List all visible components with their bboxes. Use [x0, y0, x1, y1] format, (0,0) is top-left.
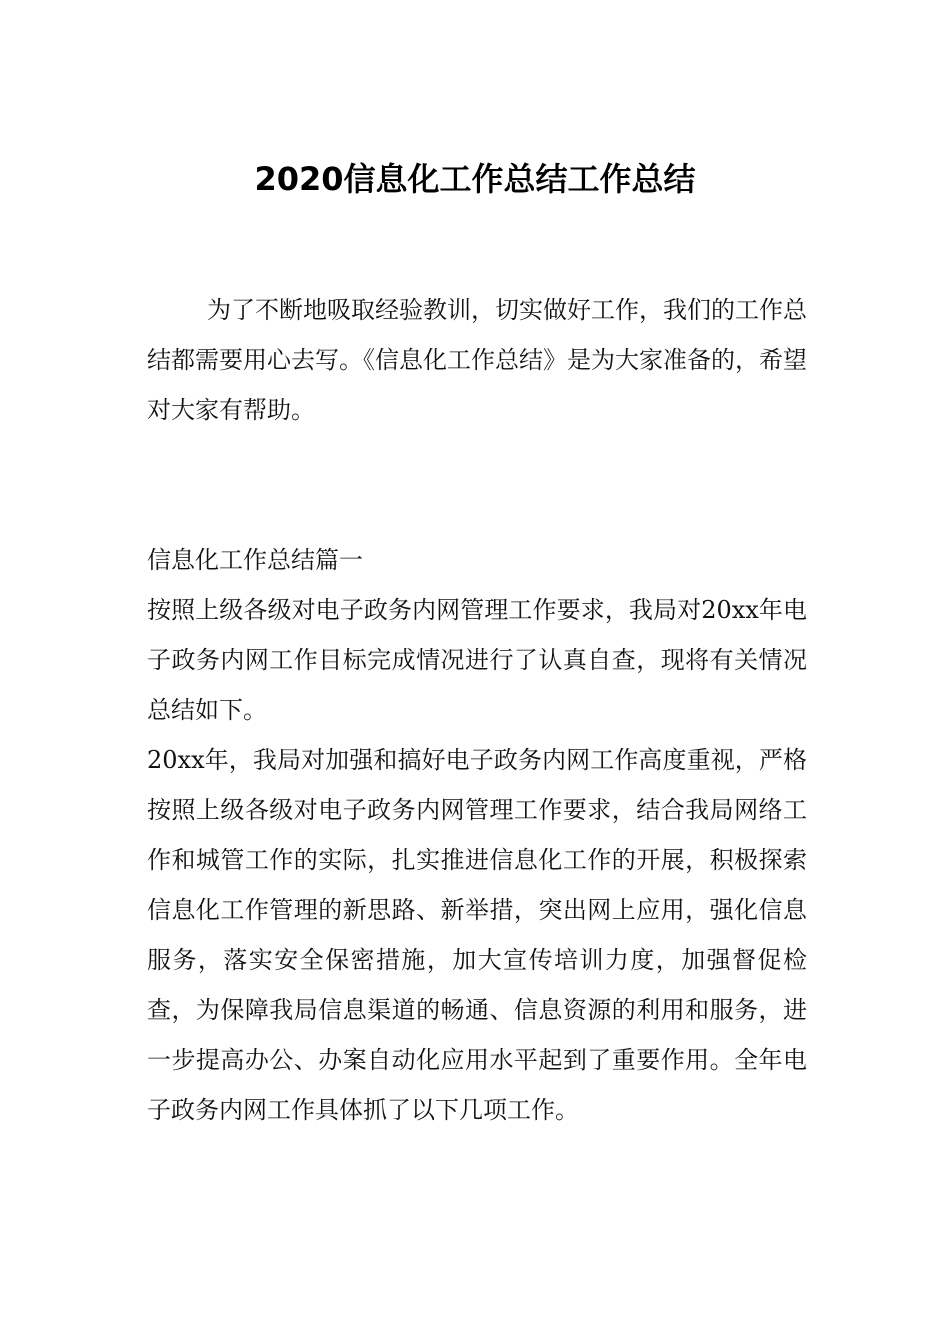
intro-paragraph: 为了不断地吸取经验教训，切实做好工作，我们的工作总结都需要用心去写。《信息化工作总结》是为大家准备的，希望对大家有帮助。	[147, 296, 807, 424]
section-heading: 信息化工作总结篇一	[147, 546, 363, 574]
body-paragraph-1: 按照上级各级对电子政务内网管理工作要求，我局对20xx年电子政务内网工作目标完成情况进行了认真自查，现将有关情况总结如下。	[147, 596, 807, 724]
document-title: 2020信息化工作总结工作总结	[254, 160, 696, 198]
body-paragraph-2: 20xx年，我局对加强和搞好电子政务内网工作高度重视，严格按照上级各级对电子政务内网管理工作要求，结合我局网络工作和城管工作的实际，扎实推进信息化工作的开展，积极探索信息化工作管理的新思路、新举措，突出网上应用，强化信息服务，落实安全保密措施，加大宣传培训力度，加强督促检查，为保障我局信息渠道的畅通、信息资源的利用和服务，进一步提高办公、办案自动化应用水平起到了重要作用。全年电子政务内网工作具体抓了以下几项工作。	[147, 746, 807, 1124]
